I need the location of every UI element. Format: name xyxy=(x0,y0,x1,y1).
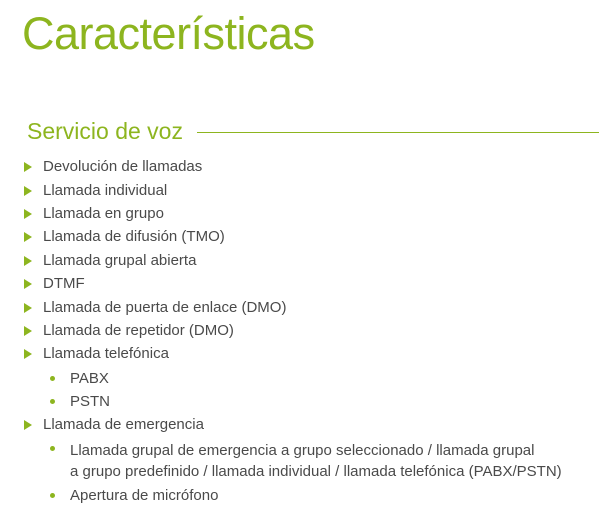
list-item-label: Llamada en grupo xyxy=(43,205,164,222)
sub-list-item-label: PSTN xyxy=(70,393,111,410)
triangle-bullet-icon xyxy=(24,256,32,266)
triangle-bullet-icon xyxy=(24,420,32,430)
triangle-bullet-icon xyxy=(24,232,32,242)
list-item-label: Llamada individual xyxy=(43,182,168,199)
page-title: Características xyxy=(22,8,315,59)
list-item-label: Llamada de repetidor (DMO) xyxy=(43,322,234,339)
dot-bullet-icon xyxy=(50,493,55,498)
list-item xyxy=(24,416,204,434)
sub-list-item xyxy=(50,487,218,505)
list-item xyxy=(24,252,196,270)
list-item-label: DTMF xyxy=(43,275,85,292)
triangle-bullet-icon xyxy=(24,162,32,172)
section-divider xyxy=(197,132,599,133)
list-item xyxy=(24,275,85,293)
dot-bullet-icon xyxy=(50,399,55,404)
sub-list-item-line: Llamada grupal de emergencia a grupo seleccionado / llamada grupal xyxy=(70,442,535,459)
dot-bullet-icon xyxy=(50,446,55,451)
sub-list-item-label: PABX xyxy=(70,370,109,387)
sub-list-item xyxy=(50,370,109,388)
sub-list-item-label: Apertura de micrófono xyxy=(70,487,219,504)
list-item xyxy=(24,228,225,246)
sub-list-item xyxy=(50,440,562,482)
dot-bullet-icon xyxy=(50,376,55,381)
list-item xyxy=(24,158,202,176)
list-item-label: Llamada grupal abierta xyxy=(43,252,197,269)
section-title: Servicio de voz xyxy=(27,118,183,144)
list-item xyxy=(24,345,169,363)
sub-list-item xyxy=(50,393,110,411)
list-item xyxy=(24,205,164,223)
list-item-label: Llamada de puerta de enlace (DMO) xyxy=(43,299,287,316)
list-item-label: Llamada de emergencia xyxy=(43,416,204,433)
triangle-bullet-icon xyxy=(24,186,32,196)
triangle-bullet-icon xyxy=(24,349,32,359)
triangle-bullet-icon xyxy=(24,209,32,219)
triangle-bullet-icon xyxy=(24,326,32,336)
triangle-bullet-icon xyxy=(24,279,32,289)
triangle-bullet-icon xyxy=(24,303,32,313)
list-item-label: Llamada de difusión (TMO) xyxy=(43,228,225,245)
list-item xyxy=(24,299,286,317)
list-item-label: Devolución de llamadas xyxy=(43,158,203,175)
list-item-label: Llamada telefónica xyxy=(43,345,169,362)
sub-list-item-line: a grupo predefinido / llamada individual / llamada telefónica (PABX/PSTN) xyxy=(70,463,562,480)
list-item xyxy=(24,322,234,340)
list-item xyxy=(24,182,167,200)
section-header xyxy=(27,116,599,146)
